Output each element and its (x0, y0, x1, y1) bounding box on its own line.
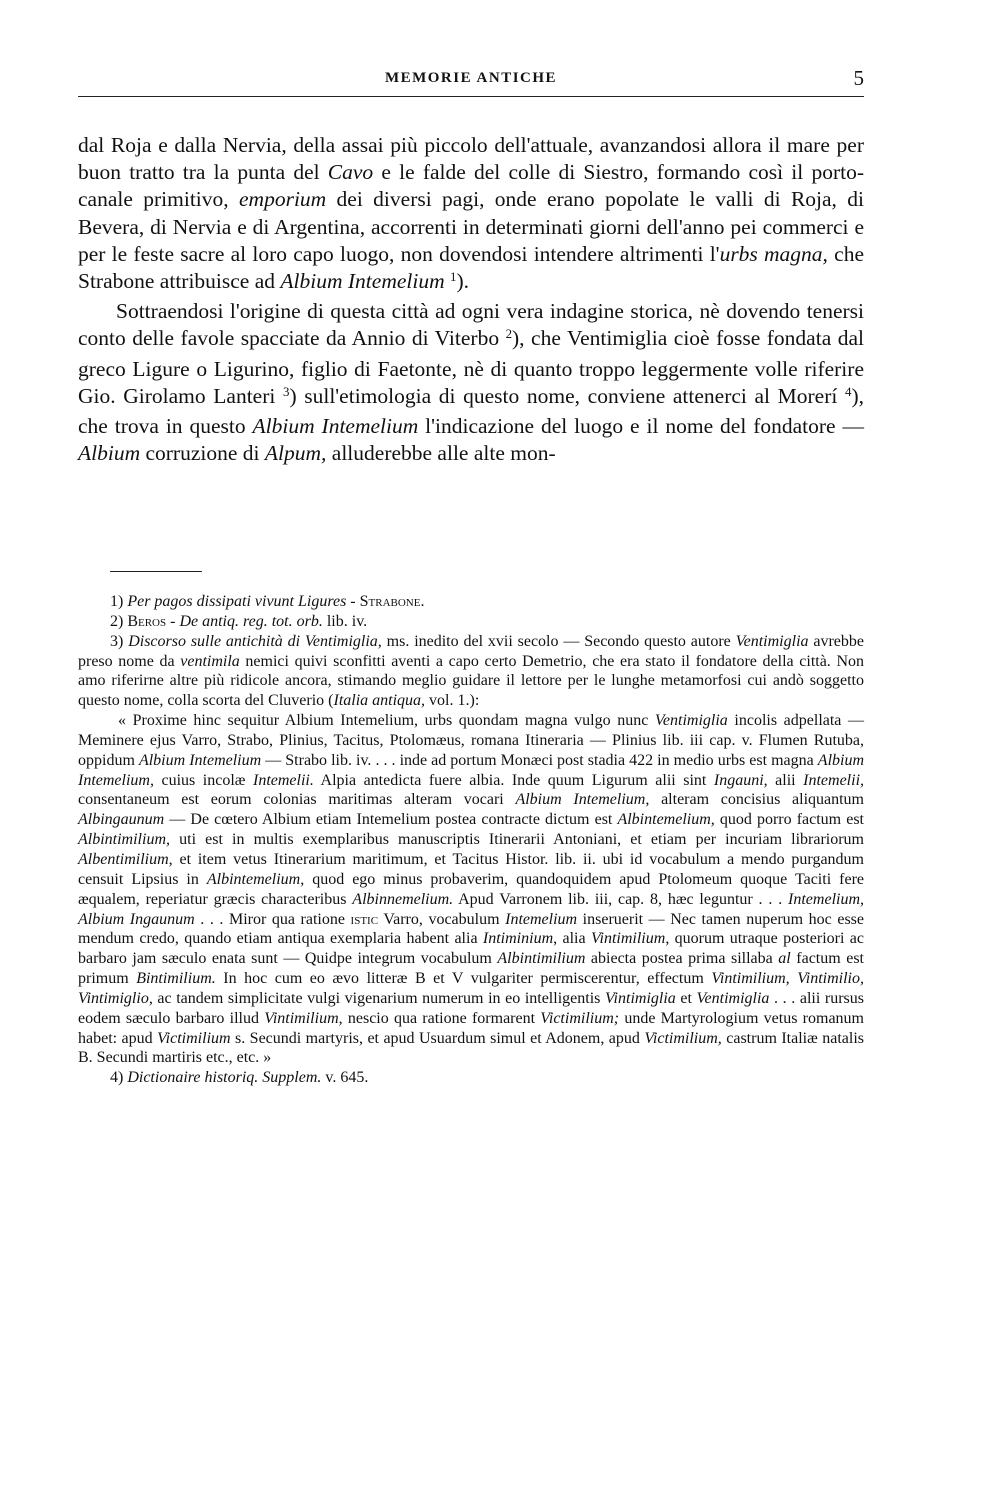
footnote-rule (110, 571, 202, 572)
footnote-3: 3) Discorso sulle antichità di Ventimiglia, ms. inedito del xvii secolo — Secondo questo autore Ventimiglia avrebbe preso nome da ventimila nemici quivi sconfitti aventi a capo certo Demetrio, che era stato il fondatore della città. Non amo riferirne altre più ridicole ancora, stimando meglio guidare il lettore per le lunghe metamorfosi cui andò soggetto questo nome, colla scorta del Cluverio (Italia antiqua, vol. 1.): (78, 632, 865, 710)
footnote-marker-2: 2 (505, 327, 513, 342)
paragraph-1: dal Roja e dalla Nervia, della assai più piccolo dell'attuale, avanzandosi allora il mare per buon tratto tra la punta del Cavo e le falde del colle di Siestro, formando così il porto-canale primitivo, emporium dei diversi pagi, onde erano popolate le valli di Roja, di Bevera, di Nervia e di Argentina, accorrenti in determinati giorni dell'anno pei commerci e per le feste sacre al loro capo luogo, non dovendosi intendere altrimenti l'urbs magna, che Strabone attribuisce ad Albium Intemelium $^1$). (78, 133, 865, 294)
cluverius-quotation: « Proxime hinc sequitur Albium Intemelium, urbs quondam magna vulgo nunc Ventimiglia incolis adpellata — Meminere ejus Varro, Strabo, Plinius, Tacitus, Ptolomæus, romana Itineraria — Plinius lib. iii cap. v. Flumen Rutuba, oppidum Albium Intemelium — Strabo lib. iv. . . . inde ad portum Monæci post stadia 422 in medio urbs est magna Albium Intemelium, cuius incolæ Intemelii. Alpia antedicta fuere albia. Inde quum Ligurum alii sint Ingauni, alii Intemelii, consentaneum est eorum colonias maritimas alteram vocari Albium Intemelium, alteram concisius aliquantum Albingaunum — De cœtero Albium etiam Intemelium postea contracte dictum est Albintemelium, quod porro factum est Albintimilium, uti est in multis exemplaribus manuscriptis Itinerarii Antoniani, et etiam per incuriam librariorum Albentimilium, et item vetus Itinerarium maritimum, et Tacitus Histor. lib. ii. ubi id vocabulum a mendo purgandum censuit Lipsius in Albintemelium, quod ego minus probaverim, quandoquidem apud Ptolomeum quoque Taciti fere æqualem, reperiatur græcis characteribus Albinnemelium. Apud Varronem lib. iii, cap. 8, hæc leguntur . . . Intemelium, Albium Ingaunum . . . Miror qua ratione istic Varro, vocabulum Intemelium inseruerit — Nec tamen nuperum hoc esse mendum credo, quando etiam antiqua exemplaria habent alia Intiminium, alia Vintimilium, quorum utraque posteriori ac barbaro jam sæculo enata sunt — Quidpe integrum vocabulum Albintimilium abiecta postea prima sillaba al factum est primum Bintimilium. In hoc cum eo ævo litteræ B et V vulgariter permiscerentur, effectum Vintimilium, Vintimilio, Vintimiglio, ac tandem simplicitate vulgi vigenarium numerum in eo intelligentis Vintimiglia et Ventimiglia . . . alii rursus eodem sæculo barbaro illud Vintimilium, nescio qua ratione formarent Victimilium; unde Martyrologium vetus romanum habet: apud Victimilium s. Secundi martyris, et apud Usuardum simul et Adonem, apud Victimilium, castrum Italiæ natalis B. Secundi martiris etc., etc. » (78, 712, 865, 1067)
footnote-marker-4: 4 (845, 384, 852, 399)
page-number: 5 (853, 66, 864, 90)
running-head (78, 66, 864, 102)
footnote-marker-3: 3 (283, 384, 290, 399)
footnote-4: 4) Dictionaire historiq. Supplem. v. 645. (110, 1069, 369, 1087)
body-text (78, 132, 864, 467)
footnote-marker-1: 1 (449, 269, 457, 284)
header-rule (78, 96, 864, 97)
footnote-1: 1) Per pagos dissipati vivunt Ligures - Strabone. (110, 593, 425, 610)
footnotes (78, 592, 864, 1088)
running-title: MEMORIE ANTICHE (384, 70, 558, 86)
footnote-2: 2) Beros - De antiq. reg. tot. orb. lib. iv. (110, 612, 368, 630)
paragraph-2: Sottraendosi l'origine di questa città ad ogni vera indagine storica, nè dovendo tenersi conto delle favole spacciate da Annio di Viterbo $^2$), che Ventimiglia cioè fosse fondata dal greco Ligure o Ligurino, figlio di Faetonte, nè di quanto troppo leggermente volle riferire Gio. Girolamo Lanteri $^3$) sull'etimologia di questo nome, conviene attenerci al Morerí $^4$), che trova in questo Albium Intemelium l'indicazione del luogo e il nome del fondatore — Albium corruzione di Alpum, alluderebbe alle alte mon- (78, 299, 865, 466)
